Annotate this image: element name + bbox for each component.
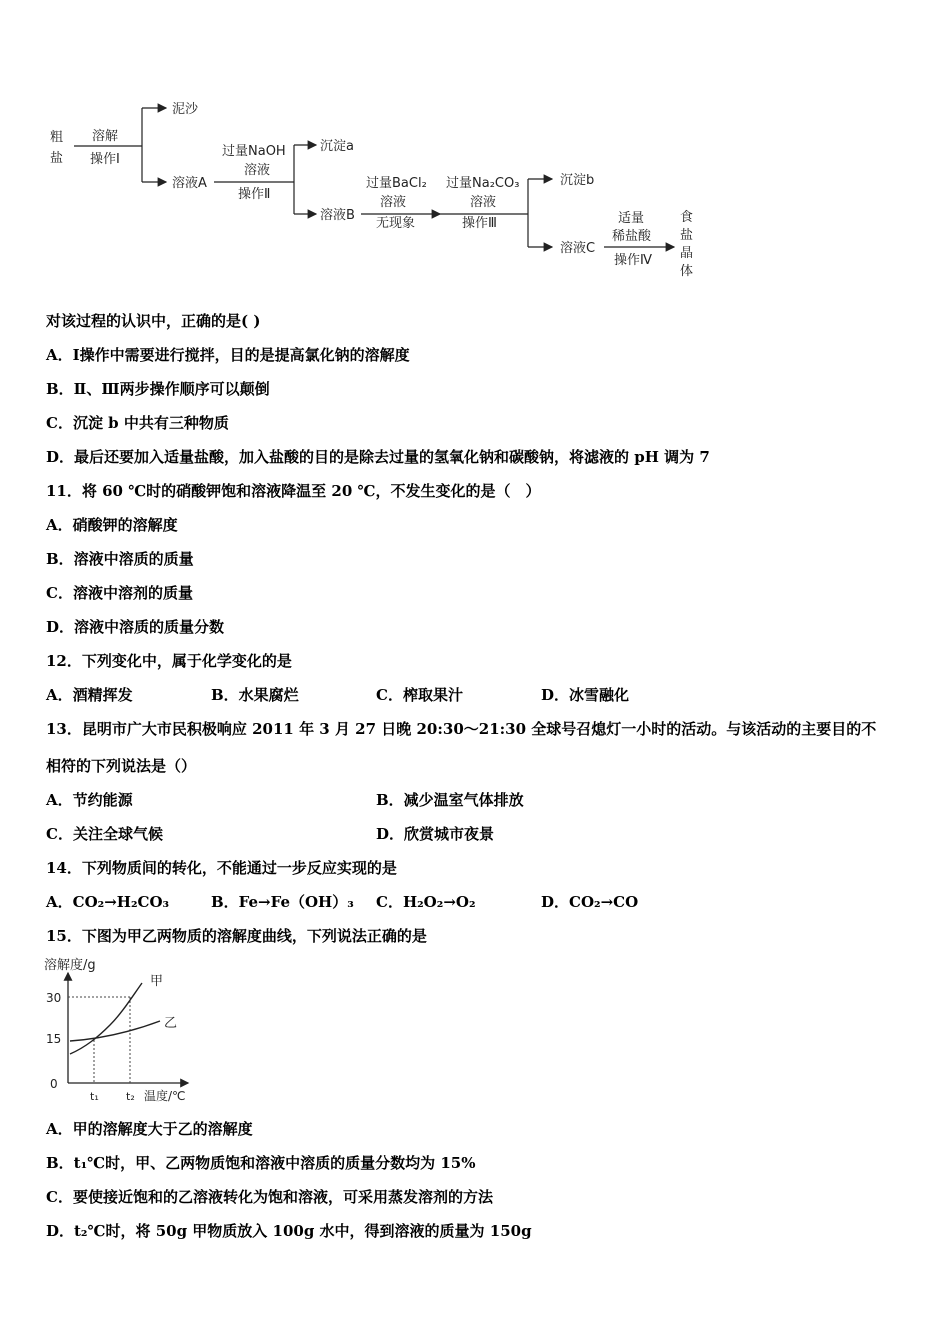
q10-option-d: D．最后还要加入适量盐酸，加入盐酸的目的是除去过量的氢氧化钠和碳酸钠，将滤液的 pH 调为 7 [46, 448, 710, 466]
q14-option-c: C．H₂O₂→O₂ [376, 893, 476, 911]
op2-label: 操作Ⅱ [238, 187, 271, 202]
q14-option-d: D．CO₂→CO [541, 893, 639, 911]
svg-text:晶: 晶 [680, 246, 694, 261]
curve-yi [70, 1021, 160, 1041]
curve-label-yi: 乙 [164, 1016, 178, 1031]
solution-b-label: 溶液B [320, 208, 355, 223]
q11-option-a: A．硝酸钾的溶解度 [46, 516, 178, 534]
solution-c-label: 溶液C [560, 241, 596, 256]
q15-option-a: A．甲的溶解度大于乙的溶解度 [46, 1120, 253, 1138]
q13-option-c: C．关注全球气候 [46, 825, 163, 843]
svg-text:盐: 盐 [680, 228, 694, 243]
q14-option-b: B．Fe→Fe（OH）₃ [211, 893, 354, 911]
q12-stem: 12．下列变化中，属于化学变化的是 [46, 652, 292, 670]
solubility-curve-graph [38, 955, 208, 1105]
curve-label-jia: 甲 [150, 974, 164, 989]
op1-label: 操作Ⅰ [90, 152, 120, 167]
q12-option-c: C．榨取果汁 [376, 686, 463, 704]
y-axis-label: 溶解度/g [44, 958, 96, 973]
q15-option-c: C．要使接近饱和的乙溶液转化为饱和溶液，可采用蒸发溶剂的方法 [46, 1188, 493, 1206]
y-tick-30: 30 [46, 991, 62, 1005]
q11-option-b: B．溶液中溶质的质量 [46, 550, 194, 568]
x-tick-t1: t₁ [90, 1090, 99, 1103]
q11-stem: 11．将 60 ℃时的硝酸钾饱和溶液降温至 20 ℃，不发生变化的是（ ） [46, 482, 541, 500]
q15-option-d: D．t₂℃时，将 50g 甲物质放入 100g 水中，得到溶液的质量为 150g [46, 1222, 532, 1240]
salt-purification-flowchart [0, 0, 950, 300]
naoh-label: 过量NaOH [222, 144, 286, 159]
precip-a-label: 沉淀a [320, 139, 354, 154]
crude-salt-label: 粗 [50, 130, 64, 145]
q10-stem: 对该过程的认识中，正确的是( ) [46, 312, 261, 330]
q13-option-b: B．减少温室气体排放 [376, 791, 524, 809]
op3-label: 操作Ⅲ [462, 216, 497, 231]
y-tick-15: 15 [46, 1032, 62, 1046]
y-tick-0: 0 [50, 1077, 58, 1091]
dissolve-label: 溶解 [92, 129, 119, 144]
sand-label: 泥沙 [172, 102, 199, 117]
q10-option-a: A．Ⅰ操作中需要进行搅拌，目的是提高氯化钠的溶解度 [46, 346, 410, 364]
svg-text:溶液: 溶液 [244, 163, 271, 178]
q13-stem-line2: 相符的下列说法是（） [46, 757, 197, 775]
precip-b-label: 沉淀b [560, 173, 595, 188]
q12-option-d: D．冰雪融化 [541, 686, 630, 704]
q11-option-d: D．溶液中溶质的质量分数 [46, 618, 225, 636]
q10-option-b: B．Ⅱ、Ⅲ两步操作顺序可以颠倒 [46, 380, 270, 398]
q15-stem: 15．下图为甲乙两物质的溶解度曲线，下列说法正确的是 [46, 927, 427, 945]
svg-text:溶液: 溶液 [380, 195, 407, 210]
svg-text:盐: 盐 [50, 151, 64, 166]
q15-option-b: B．t₁℃时，甲、乙两物质饱和溶液中溶质的质量分数均为 15% [46, 1154, 476, 1172]
na2co3-label: 过量Na₂CO₃ [446, 176, 520, 191]
op4-label: 操作Ⅳ [614, 253, 652, 268]
q13-option-d: D．欣赏城市夜景 [376, 825, 495, 843]
no-change-label: 无现象 [376, 216, 416, 231]
x-tick-t2: t₂ [126, 1090, 135, 1103]
q14-stem: 14．下列物质间的转化，不能通过一步反应实现的是 [46, 859, 397, 877]
salt-crystal-label: 食 [680, 210, 694, 225]
svg-text:体: 体 [680, 264, 694, 279]
q12-option-b: B．水果腐烂 [211, 686, 299, 704]
q11-option-c: C．溶液中溶剂的质量 [46, 584, 193, 602]
curve-jia [70, 983, 142, 1054]
svg-text:溶液: 溶液 [470, 195, 497, 210]
q10-option-c: C．沉淀 b 中共有三种物质 [46, 414, 229, 432]
q13-stem-line1: 13．昆明市广大市民积极响应 2011 年 3 月 27 日晚 20:30～21:30 全球号召熄灯一小时的活动。与该活动的主要目的不 [46, 720, 877, 738]
solution-a-label: 溶液A [172, 176, 207, 191]
x-axis-label: 温度/℃ [144, 1089, 186, 1103]
svg-text:稀盐酸: 稀盐酸 [612, 229, 652, 244]
bacl2-label: 过量BaCl₂ [366, 176, 427, 191]
q13-option-a: A．节约能源 [46, 791, 133, 809]
q14-option-a: A．CO₂→H₂CO₃ [46, 893, 170, 911]
q12-option-a: A．酒精挥发 [46, 686, 133, 704]
hcl-label: 适量 [618, 211, 645, 226]
